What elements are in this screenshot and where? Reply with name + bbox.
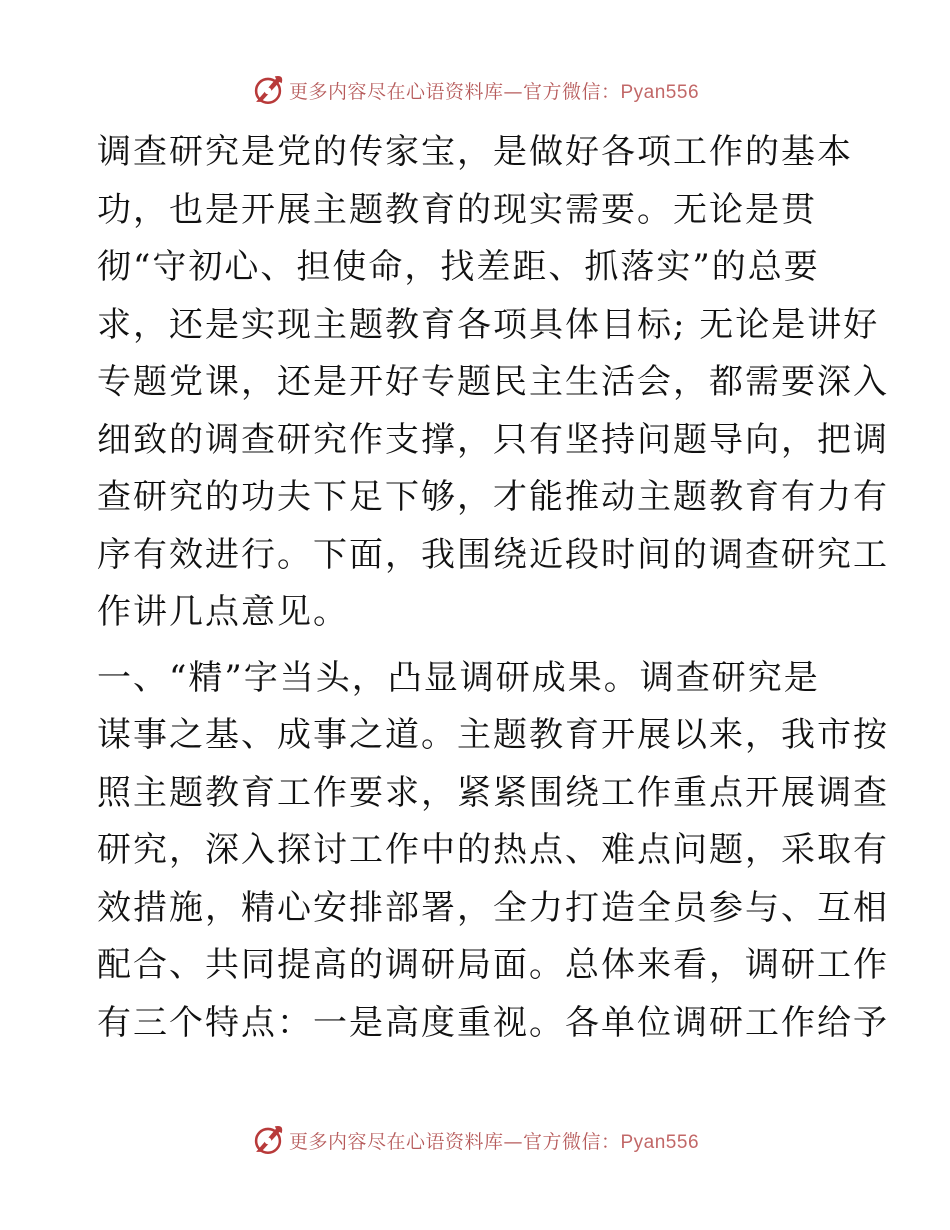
text-line: 作讲几点意见。 bbox=[97, 592, 349, 632]
footer-wechat-label: 官方微信： bbox=[522, 1130, 621, 1153]
text-line: 专题党课，还是开好专题民主生活会，都需要深入 bbox=[97, 362, 889, 402]
text-line: 调查研究是党的传家宝，是做好各项工作的基本 bbox=[97, 132, 853, 172]
footer-banner bbox=[0, 1120, 950, 1160]
footer-site-text: 更多内容尽在心语资料库 bbox=[288, 1130, 504, 1153]
footer-wechat-id: Pyan556 bbox=[620, 1131, 700, 1153]
text-line: 照主题教育工作要求，紧紧围绕工作重点开展调查 bbox=[97, 772, 889, 813]
text-line: 一、“精”字当头，凸显调研成果。调查研究是 bbox=[97, 657, 820, 698]
footer-banner-text bbox=[289, 1127, 699, 1154]
text-line: 功，也是开展主题教育的现实需要。无论是贯 bbox=[97, 189, 817, 230]
text-line: 有三个特点：一是高度重视。各单位调研工作给予 bbox=[97, 1002, 889, 1043]
footer-dash: — bbox=[503, 1130, 523, 1153]
text-line: 谋事之基、成事之道。主题教育开展以来，我市按 bbox=[97, 715, 889, 755]
paragraph-gap bbox=[97, 642, 857, 650]
header-dash: — bbox=[503, 80, 523, 103]
header-wechat-label: 官方微信： bbox=[522, 80, 621, 103]
text-line: 效措施，精心安排部署，全力打造全员参与、互相 bbox=[97, 887, 889, 928]
header-banner bbox=[0, 70, 950, 110]
text-line: 序有效进行。下面，我围绕近段时间的调查研究工 bbox=[97, 534, 889, 575]
text-line: 研究，深入探讨工作中的热点、难点问题，采取有 bbox=[97, 830, 889, 870]
text-line: 求，还是实现主题教育各项具体目标; 无论是讲好 bbox=[97, 304, 880, 345]
quill-logo-icon bbox=[251, 1123, 285, 1157]
text-line: 彻“守初心、担使命，找差距、抓落实”的总要 bbox=[97, 247, 820, 287]
text-line: 配合、共同提高的调研局面。总体来看，调研工作 bbox=[97, 945, 889, 985]
header-site-text: 更多内容尽在心语资料库 bbox=[288, 80, 504, 103]
document-body bbox=[97, 124, 889, 1052]
header-wechat-id: Pyan556 bbox=[620, 81, 700, 103]
quill-logo-icon bbox=[251, 73, 285, 107]
text-line: 查研究的功夫下足下够，才能推动主题教育有力有 bbox=[97, 477, 889, 517]
paragraph-section-one bbox=[97, 650, 889, 1053]
paragraph-intro bbox=[97, 124, 889, 642]
text-line: 细致的调查研究作支撑，只有坚持问题导向，把调 bbox=[97, 419, 889, 460]
header-banner-text bbox=[289, 77, 699, 104]
